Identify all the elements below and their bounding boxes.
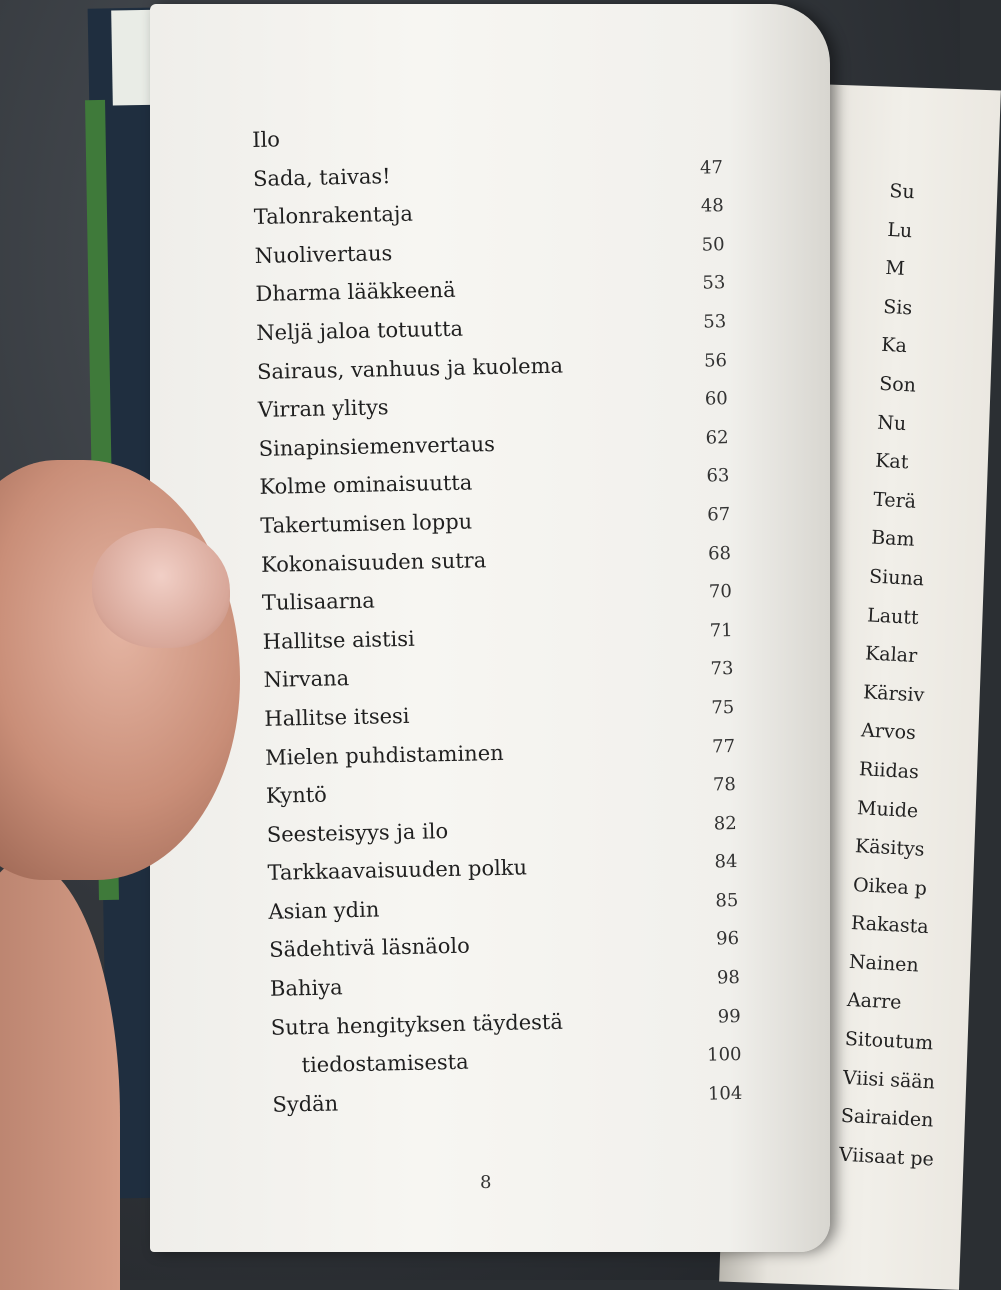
toc-entry-title: Kolme ominaisuutta bbox=[259, 470, 473, 500]
toc-entry-page: 50 bbox=[701, 233, 725, 256]
toc-entry-page: 99 bbox=[717, 1005, 741, 1028]
toc-entry-title: Ilo bbox=[252, 127, 281, 152]
right-page-entry: M bbox=[884, 257, 906, 281]
right-page-entry: Lautt bbox=[866, 603, 920, 629]
toc-entry-page: 84 bbox=[714, 851, 738, 873]
right-page-entry: Aarre bbox=[846, 989, 902, 1015]
right-page-entry: Lu bbox=[886, 218, 913, 242]
toc-entry-title: Neljä jaloa totuutta bbox=[256, 316, 464, 345]
toc-entry-page: 100 bbox=[706, 1044, 742, 1066]
toc-entry-page: 73 bbox=[710, 658, 734, 680]
toc-entry-page: 68 bbox=[707, 542, 732, 565]
toc-entry-title: Sutra hengityksen täydestä bbox=[270, 1009, 564, 1040]
right-page-entry: Terä bbox=[872, 488, 917, 513]
toc-entry-title: Kokonaisuuden sutra bbox=[260, 547, 487, 577]
right-page-entry: Sis bbox=[882, 295, 913, 320]
toc-entry-title: Sinapinsiemenvertaus bbox=[258, 431, 496, 461]
right-page-entry: Arvos bbox=[860, 719, 917, 745]
right-page-entry: Käsitys bbox=[854, 835, 926, 861]
right-page-entry: Sairaiden bbox=[840, 1104, 934, 1132]
toc-entry-title: Talonrakentaja bbox=[253, 201, 414, 230]
toc-entry-title: Nuolivertaus bbox=[254, 240, 393, 268]
toc-entry-title: Sädehtivä läsnäolo bbox=[268, 934, 471, 963]
right-page-entry: Ka bbox=[880, 334, 908, 358]
toc-entry-title: Hallitse itsesi bbox=[264, 703, 410, 731]
toc-entry-page: 60 bbox=[704, 388, 728, 410]
toc-entry-title: Tarkkaavaisuuden polku bbox=[267, 855, 528, 886]
right-page-entry: Muide bbox=[856, 796, 919, 822]
toc-entry-page: 48 bbox=[700, 195, 724, 217]
toc-entry-title: Takertumisen loppu bbox=[260, 509, 473, 538]
toc-entry-page: 77 bbox=[711, 735, 736, 757]
right-page-entry: Oikea p bbox=[852, 873, 928, 900]
toc-entry-title: Sairaus, vanhuus ja kuolema bbox=[256, 353, 564, 384]
right-page-entry: Kalar bbox=[864, 642, 918, 668]
toc-entry-title: Bahiya bbox=[269, 975, 343, 1001]
right-page-entry: Riidas bbox=[858, 758, 920, 784]
toc-entry-title: Dharma lääkkeenä bbox=[255, 278, 456, 307]
toc-entry-title: Sada, taivas! bbox=[252, 163, 391, 191]
right-page-entry: Su bbox=[888, 180, 916, 204]
toc-entry-title: Hallitse aistisi bbox=[262, 626, 415, 654]
right-page-entry: Son bbox=[878, 372, 917, 397]
toc-entry-title: Tulisaarna bbox=[261, 588, 376, 616]
toc-entry-page: 104 bbox=[707, 1082, 743, 1105]
toc-entry-page: 63 bbox=[706, 465, 730, 487]
toc-entry-title: tiedostamisesta bbox=[301, 1049, 469, 1078]
toc-entry-title: Nirvana bbox=[263, 666, 350, 693]
toc-entry-page: 82 bbox=[713, 812, 737, 835]
toc-entry-title: Asian ydin bbox=[268, 897, 380, 924]
right-page-entry: Viisi sään bbox=[842, 1066, 936, 1094]
page-number: 8 bbox=[480, 1172, 492, 1193]
toc-entry-page: 85 bbox=[715, 889, 739, 912]
right-page-entry: Kat bbox=[874, 449, 909, 474]
toc-entry-title: Sydän bbox=[272, 1091, 339, 1117]
right-page-entry: Nu bbox=[876, 411, 907, 435]
right-page-entry: Rakasta bbox=[850, 912, 930, 939]
toc-entry-title: Seesteisyys ja ilo bbox=[266, 818, 449, 847]
toc-entry-page: 53 bbox=[702, 272, 726, 294]
toc-entry-title: Mielen puhdistaminen bbox=[264, 740, 504, 770]
toc-entry-title: Virran ylitys bbox=[257, 395, 389, 423]
right-page-entry: Siuna bbox=[868, 565, 925, 591]
right-page-entry: Kärsiv bbox=[862, 681, 925, 707]
toc-entry-page: 67 bbox=[707, 504, 731, 526]
table-of-contents bbox=[252, 118, 753, 1131]
toc-entry-page: 47 bbox=[699, 156, 724, 179]
toc-entry-page: 53 bbox=[703, 311, 727, 333]
right-page-entry: Sitoutum bbox=[844, 1027, 934, 1055]
toc-entry-page: 98 bbox=[716, 967, 741, 989]
thumbnail-nail bbox=[92, 528, 230, 648]
toc-entry-page: 56 bbox=[703, 349, 728, 372]
toc-entry-page: 70 bbox=[708, 581, 733, 603]
toc-entry-page: 96 bbox=[715, 928, 740, 950]
toc-entry-page: 71 bbox=[709, 619, 733, 642]
toc-entry-page: 78 bbox=[712, 774, 737, 796]
toc-entry-page: 75 bbox=[711, 696, 735, 719]
right-page-entry: Viisaat pe bbox=[838, 1143, 935, 1171]
toc-entry-page: 62 bbox=[705, 426, 729, 449]
right-page-entry: Bam bbox=[870, 526, 916, 552]
right-page-entry: Nainen bbox=[848, 950, 920, 977]
toc-entry-title: Kyntö bbox=[265, 782, 328, 808]
